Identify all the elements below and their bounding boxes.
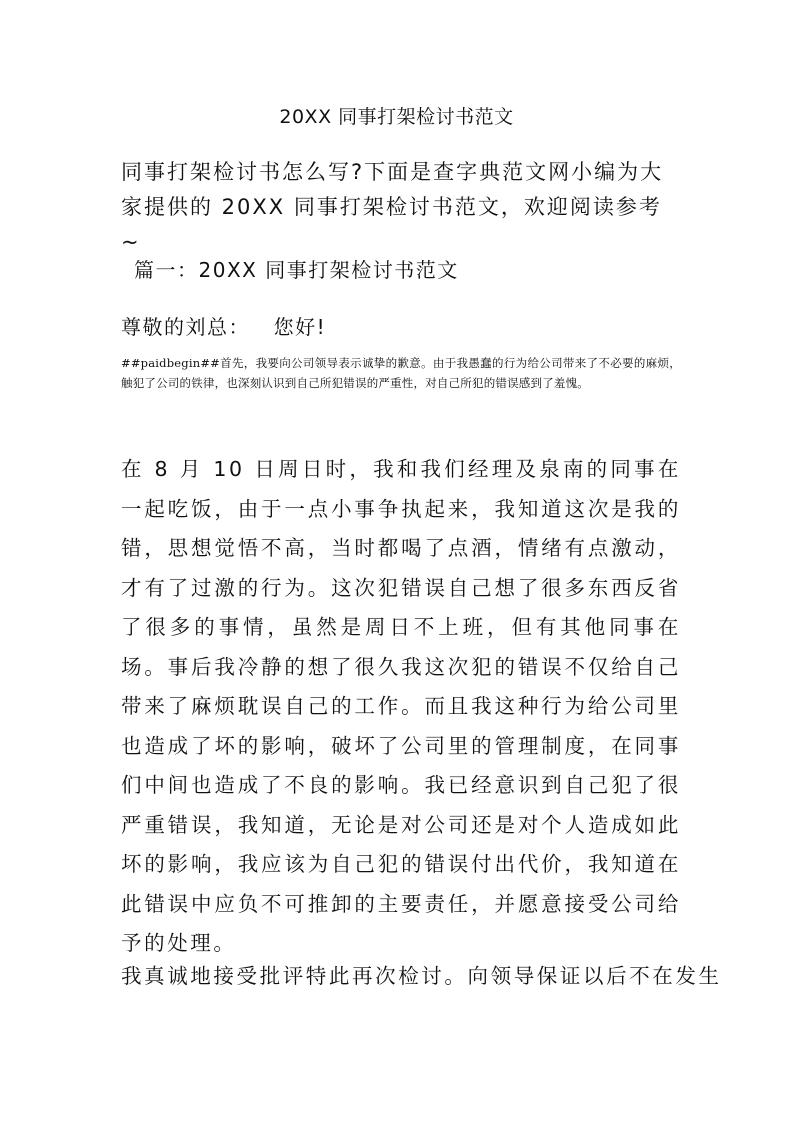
greeting-line: 尊敬的刘总： 您好! [121,315,327,339]
apology-paragraph: ##paidbegin##首先，我要向公司领导表示诚挚的歉意。由于我愚蠢的行为给公司带来了不必要的麻烦，触犯了公司的铁律，也深刻认识到自己所犯错误的严重性，对自己所犯的错误感到了羞愧。 [121,356,681,390]
body-paragraph: 在 8 月 10 日周日时，我和我们经理及泉南的同事在一起吃饭，由于一点小事争执起来，我知道这次是我的错，思想觉悟不高，当时都喝了点酒，情绪有点激动，才有了过激的行为。这次犯错误自己想了很多东西反省了很多的事情，虽然是周日不上班，但有其他同事在场。事后我冷静的想了很久我这次犯的错误不仅给自己带来了麻烦耽误自己的工作。而且我这种行为给公司里也造成了坏的影响，破坏了公司里的管理制度，在同事们中间也造成了不良的影响。我已经意识到自己犯了很严重错误，我知道，无论是对公司还是对个人造成如此坏的影响，我应该为自己犯的错误付出代价，我知道在此错误中应负不可推卸的主要责任，并愿意接受公司给予的处理。 [121,457,681,955]
document-title: 20XX 同事打架检讨书范文 [279,106,514,128]
closing-paragraph: 我真诚地接受批评特此再次检讨。向领导保证以后不在发生 [121,964,722,988]
section-heading: 篇一：20XX 同事打架检讨书范文 [134,258,459,282]
intro-paragraph: 同事打架检讨书怎么写?下面是查字典范文网小编为大家提供的 20XX 同事打架检讨书范文，欢迎阅读参考~ [121,160,664,254]
